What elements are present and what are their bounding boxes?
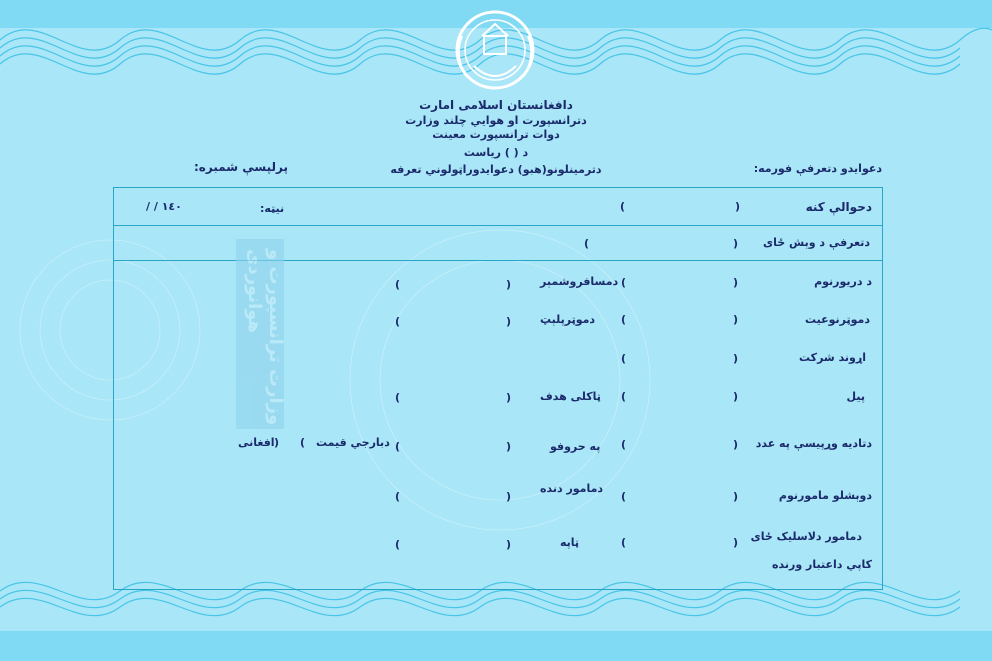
bracket-open: (	[733, 536, 739, 549]
bracket-close: )	[621, 490, 627, 503]
emirate-emblem-icon	[444, 6, 546, 96]
collector-place-label: دمامور دلاسليک ځای	[750, 530, 862, 543]
bracket-open: (	[506, 278, 512, 291]
bracket-close: )	[395, 391, 401, 404]
money-label: پيل	[846, 390, 865, 403]
in-words-label: په حروفو	[550, 440, 601, 453]
vertical-stamp: وزارت ترانسپورت و هوانوردی	[236, 239, 284, 429]
company-label: اړوند شرکت	[799, 351, 866, 364]
vehicle-plate-label: دموټرپلېټ	[540, 313, 596, 326]
collector-name-label: دوېشلو مامورنوم	[778, 489, 872, 502]
form-number-label: دعوايدو دتعرفې فورمه:	[753, 162, 882, 175]
bracket-close: )	[621, 276, 627, 289]
header-line-2: دترانسپورت او هوايي چلند وزارت	[405, 114, 587, 127]
header-line-5: دترمینلونو(هبو) دعوایدوراټولوني تعرفه	[390, 163, 602, 176]
bracket-close: )	[621, 313, 627, 326]
foreign-value-label: دبارجي قيمت	[316, 436, 390, 449]
bracket-close: )	[395, 440, 401, 453]
bracket-open: (	[733, 276, 739, 289]
bracket-open: (	[735, 200, 741, 213]
date-label: نيټه:	[260, 202, 285, 215]
header-line-4: د ( ) رياست	[463, 146, 529, 159]
bracket-close: )	[584, 237, 590, 250]
district-label: دحوالې کنه	[805, 200, 872, 214]
header-line-3: دوات ترانسپورت معينت	[432, 128, 560, 141]
collector-duty-label: دمامور دنده	[540, 482, 604, 495]
divider-1	[113, 225, 883, 226]
stamp-label: ټاپه	[560, 536, 580, 549]
divider-2	[113, 260, 883, 261]
bracket-close: )	[621, 352, 627, 365]
bracket-open: (	[733, 390, 739, 403]
copy-holder-label: کاپي داعتبار ورنده	[772, 558, 872, 571]
bracket-close: )	[395, 315, 401, 328]
bracket-close: )	[395, 278, 401, 291]
ticket-target-label: ټاکلی هدف	[540, 390, 601, 403]
passenger-count-label: دمسافروشمېر	[540, 275, 619, 288]
header-line-1: دافغانستان اسلامی امارت	[419, 98, 573, 112]
bracket-close: )	[621, 536, 627, 549]
bracket-open: (	[733, 438, 739, 451]
bracket-open: (	[506, 490, 512, 503]
bracket-open: (	[274, 436, 280, 449]
bracket-close: )	[395, 538, 401, 551]
drivers-name-label: د دريورنوم	[814, 275, 872, 288]
tariff-area-label: دتعرفې د وېش ځای	[763, 236, 870, 249]
paid-amount-label: دتاديه وړپيسې په عدد	[755, 437, 872, 450]
bracket-close: )	[395, 490, 401, 503]
receipt-number-label: پرلپسې شمبره:	[194, 160, 288, 174]
bracket-open: (	[733, 352, 739, 365]
bracket-close: )	[620, 200, 626, 213]
bracket-close: )	[300, 436, 306, 449]
bracket-open: (	[733, 313, 739, 326]
bracket-open: (	[733, 490, 739, 503]
bracket-open: (	[733, 237, 739, 250]
bracket-open: (	[506, 440, 512, 453]
date-value[interactable]: / / ١٤٠	[146, 200, 182, 213]
bracket-open: (	[506, 315, 512, 328]
afghani-label: افغانی	[238, 436, 275, 449]
bracket-close: )	[621, 390, 627, 403]
bracket-close: )	[621, 438, 627, 451]
bracket-open: (	[506, 391, 512, 404]
vehicle-type-label: دموټرنوعيت	[804, 313, 870, 326]
bracket-open: (	[506, 538, 512, 551]
